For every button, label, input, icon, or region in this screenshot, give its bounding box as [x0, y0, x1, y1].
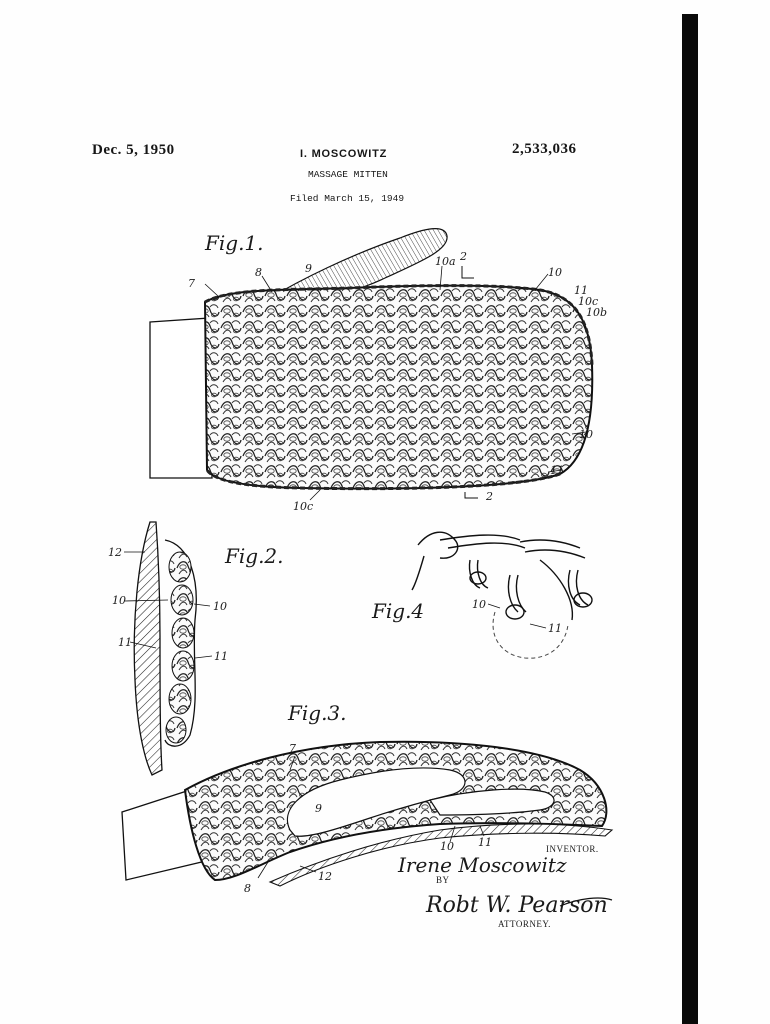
fig4-label: Fig.4	[372, 599, 425, 623]
fig1-mitten-body	[205, 286, 592, 489]
fig2-loop-2	[171, 585, 193, 615]
fig1-ref-10c-right: 10c	[578, 295, 599, 308]
fig2-ref-12: 12	[108, 546, 122, 559]
fig1-ref-8: 8	[255, 266, 262, 279]
fig2-loop-5	[169, 684, 191, 714]
filed-date: Filed March 15, 1949	[290, 193, 405, 204]
signature-block	[397, 844, 612, 929]
fig3-label: Fig.3.	[288, 701, 347, 725]
fig2-loop-6	[166, 717, 186, 743]
fig1-ref-10-top: 10	[548, 266, 562, 279]
fig1-ref-2-bottom: 2	[486, 490, 493, 503]
figure-4	[371, 532, 592, 658]
patent-title: MASSAGE MITTEN	[308, 169, 388, 180]
fig3-ref-9: 9	[315, 802, 322, 815]
fig1-ref-10c-bottom: 10c	[293, 500, 314, 513]
fig1-ref-11-bottom: 11	[550, 464, 564, 477]
fig1-ref-10-bottom: 10	[579, 428, 593, 441]
fig1-label: Fig.1.	[205, 231, 264, 255]
attorney-caption: ATTORNEY.	[498, 919, 551, 929]
fig2-label: Fig.2.	[225, 544, 284, 568]
fig2-ref-10-left: 10	[112, 594, 126, 607]
fig4-ref-10: 10	[472, 598, 486, 611]
fig2-ref-11-right: 11	[214, 650, 228, 663]
patent-date: Dec. 5, 1950	[92, 142, 175, 158]
figure-1	[150, 229, 607, 513]
by-caption: BY	[436, 875, 450, 885]
inventor-signature: Irene Moscowitz	[398, 853, 567, 877]
fig2-loop-3	[172, 618, 194, 648]
fig4-dashed-outline	[493, 612, 568, 658]
inventor-header-name: I. MOSCOWITZ	[300, 148, 388, 160]
fig2-loop-1	[169, 552, 191, 582]
fig1-cuff	[150, 318, 212, 478]
fig1-ref-10a: 10a	[435, 255, 456, 268]
fig4-stitch-detail	[412, 532, 592, 620]
figure-2	[108, 522, 284, 775]
inventor-caption: INVENTOR.	[546, 844, 599, 854]
fig1-ref-2-top: 2	[460, 250, 467, 263]
fig2-hand-section	[134, 522, 162, 775]
patent-number: 2,533,036	[512, 141, 577, 157]
attorney-signature: Robt W. Pearson	[426, 893, 608, 918]
fig3-ref-12: 12	[318, 870, 332, 883]
fig3-ref-10: 10	[440, 840, 454, 853]
fig1-ref-9: 9	[305, 262, 312, 275]
fig1-ref-11-top: 11	[574, 284, 588, 297]
fig2-ref-10-right: 10	[213, 600, 227, 613]
fig3-ref-8: 8	[244, 882, 251, 895]
fig1-section-line-top	[462, 266, 474, 278]
fig2-loop-4	[172, 651, 194, 681]
fig4-ref-11: 11	[548, 622, 562, 635]
fig1-section-line-bottom	[465, 492, 478, 498]
fig3-ref-7: 7	[289, 742, 296, 755]
fig3-ref-11: 11	[478, 836, 492, 849]
fig1-ref-7: 7	[188, 277, 195, 290]
fig2-ref-11-left: 11	[118, 636, 132, 649]
fig1-ref-10b: 10b	[586, 306, 608, 319]
